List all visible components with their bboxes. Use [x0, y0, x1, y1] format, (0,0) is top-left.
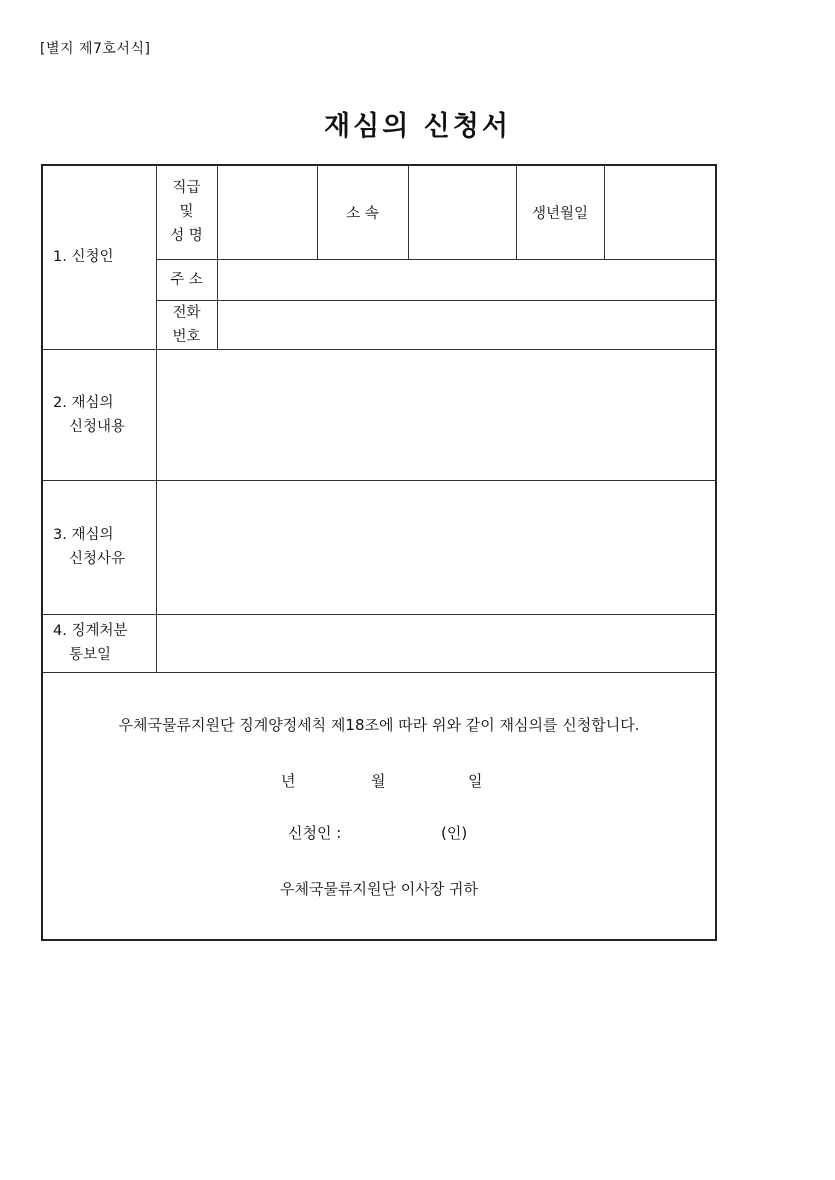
section-request-content-label: 2. 재심의 신청내용 — [42, 349, 156, 480]
declaration-section — [42, 672, 716, 940]
date-month-label: 월 — [371, 771, 386, 790]
disciplinary-notice-date-field[interactable] — [156, 614, 716, 672]
document-title: 재심의 신청서 — [324, 111, 511, 142]
birthdate-label: 생년월일 — [516, 165, 604, 259]
section-applicant-label: 1. 신청인 — [42, 165, 156, 349]
address-field[interactable] — [217, 259, 716, 300]
section-request-reason-label: 3. 재심의 신청사유 — [42, 480, 156, 614]
section-disciplinary-notice-date-label: 4. 징계처분 통보일 — [42, 614, 156, 672]
addressee: 우체국물류지원단 이사장 귀하 — [280, 879, 478, 898]
affiliation-label: 소 속 — [317, 165, 408, 259]
declaration-statement: 우체국물류지원단 징계양정세칙 제18조에 따라 위와 같이 재심의를 신청합니다. — [118, 715, 640, 734]
phone-field[interactable] — [217, 300, 716, 349]
birthdate-field[interactable] — [604, 165, 716, 259]
form-number-label: [별지 제7호서식] — [40, 41, 151, 57]
seal-label: (인) — [441, 823, 468, 842]
affiliation-field[interactable] — [408, 165, 516, 259]
address-label: 주 소 — [156, 259, 217, 300]
rank-name-field[interactable] — [217, 165, 317, 259]
application-form-table — [41, 164, 717, 941]
date-day-label: 일 — [468, 771, 483, 790]
request-content-field[interactable] — [156, 349, 716, 480]
phone-label: 전화 번호 — [156, 300, 217, 349]
rank-name-label: 직급 및 성 명 — [156, 165, 217, 259]
request-reason-field[interactable] — [156, 480, 716, 614]
date-year-label: 년 — [281, 771, 296, 790]
applicant-signature-label: 신청인 : — [288, 823, 342, 842]
